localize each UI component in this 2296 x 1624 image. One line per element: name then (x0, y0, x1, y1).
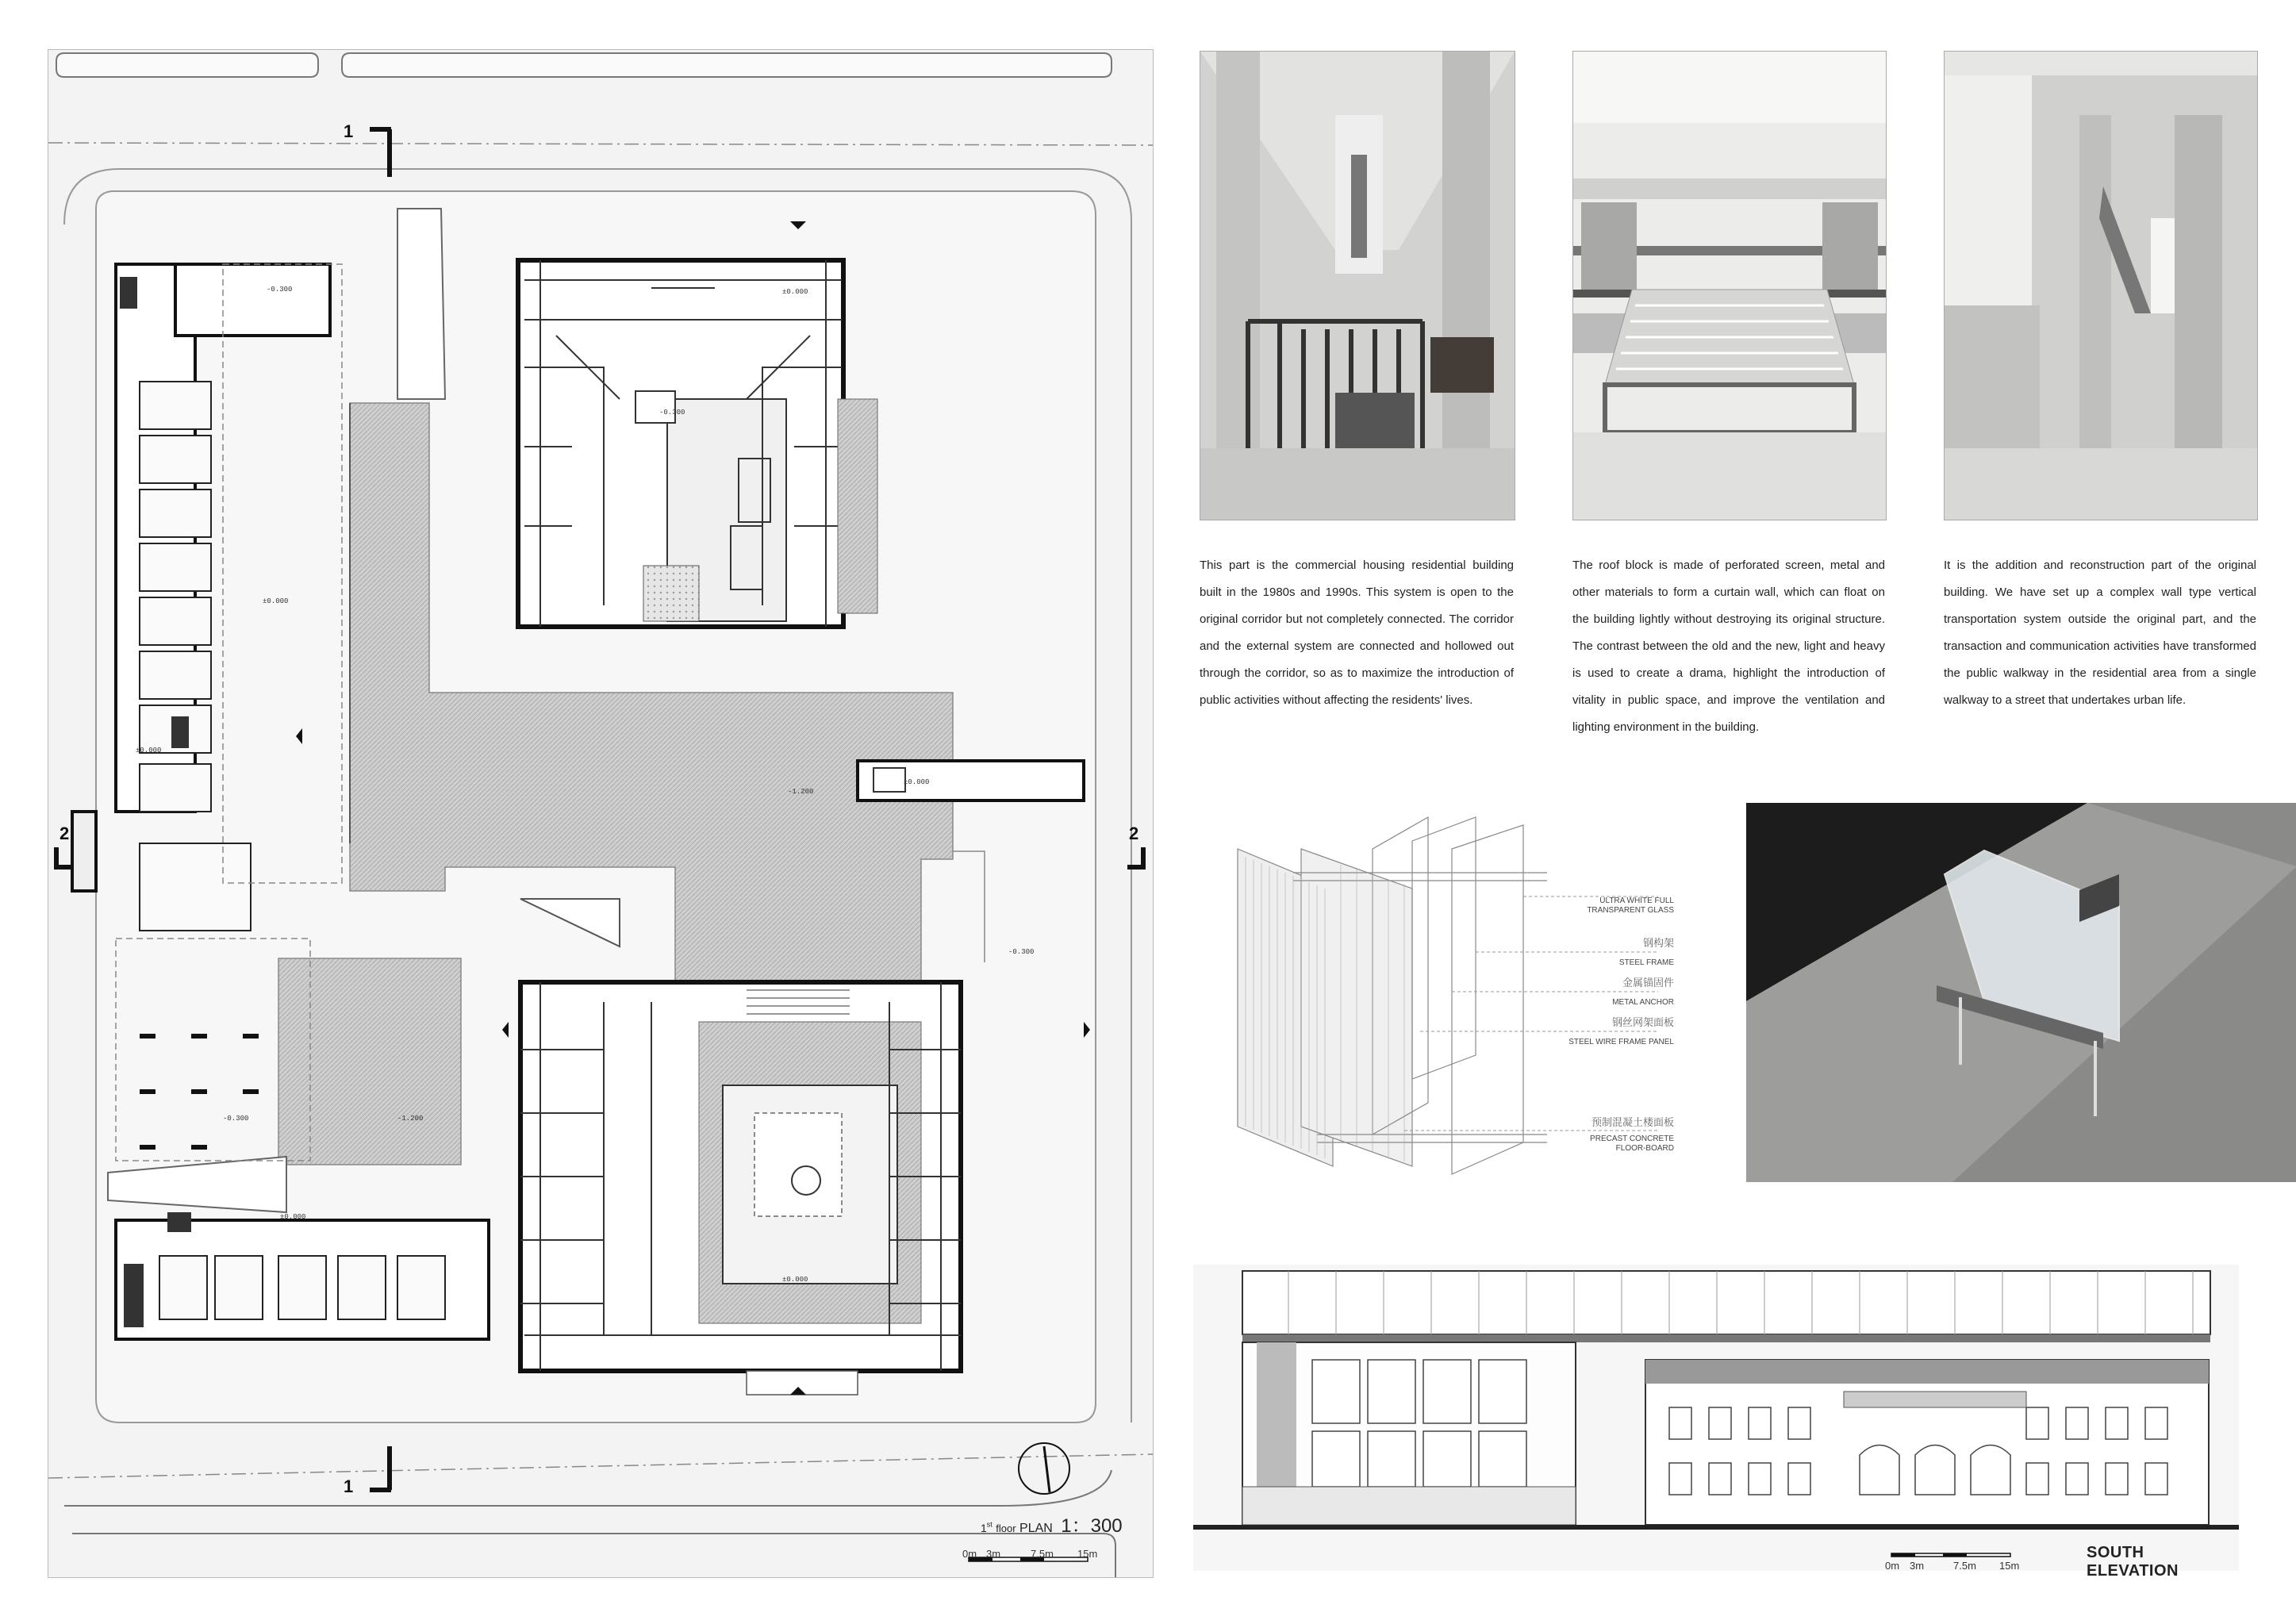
label-glass-line2: TRANSPARENT GLASS (1587, 906, 1674, 915)
elevation-title: SOUTH ELEVATION (2087, 1544, 2179, 1580)
level-label-sw-left: -0.300 (223, 1115, 249, 1123)
label-precast-cn: 预制混凝土楼面板 (1591, 1116, 1674, 1128)
plan-title-scale: 1：300 (1061, 1515, 1123, 1537)
description-addition (1944, 552, 2256, 714)
floor-plan (48, 49, 1154, 1578)
south-elevation (1193, 1265, 2239, 1580)
plan-title (981, 1510, 1123, 1538)
render-corridor-graphic (1200, 52, 1515, 520)
label-precast-en1: PRECAST CONCRETE (1590, 1134, 1674, 1143)
label-glass-line1: ULTRA WHITE FULL (1599, 896, 1674, 905)
description-roof-block-text: The roof block is made of perforated screen, metal and other materials to form a curtain wall, which can float on the building lightly without destroying its original structure. The contrast between the old and the new, light and heavy is used to create a drama, highlight the introduction of vitality in public space, and improve the ventilation and lighting environment in the building. (1572, 559, 1885, 734)
level-label-west-mid: ±0.000 (263, 597, 289, 605)
level-label-south-east: -0.300 (1008, 948, 1035, 956)
level-label-south-entry: ±0.000 (782, 1276, 808, 1284)
render-corridor-interior (1200, 51, 1515, 520)
render-atrium-graphic (1573, 52, 1886, 520)
label-anchor-en: METAL ANCHOR (1612, 998, 1674, 1007)
elev-scale-0: 0m (1885, 1560, 1900, 1572)
exploded-axon-drawing (1214, 801, 1690, 1190)
label-precast-en2: FLOOR-BOARD (1615, 1144, 1674, 1153)
level-label-north-top: ±0.000 (782, 288, 808, 296)
label-steel-cn: 钢构架 (1642, 937, 1674, 949)
label-wire-en: STEEL WIRE FRAME PANEL (1568, 1038, 1674, 1046)
elev-scale-7-5: 7.5m (1953, 1560, 1976, 1572)
south-elevation-drawing (1193, 1265, 2239, 1571)
elev-scale-15: 15m (1999, 1560, 2020, 1572)
description-roof-block (1572, 552, 1885, 741)
render-atrium-stairs (1572, 51, 1887, 520)
section-mark-left: 2 (60, 824, 70, 843)
section-mark-top: 1 (344, 121, 354, 141)
plan-scale-3: 3m (986, 1548, 1001, 1560)
description-addition-text: It is the addition and reconstruction part of the original building. We have set up a complex wall type vertical transportation system outside the original part, and the transaction and communication activities have transformed the public walkway in the residential area from a single walkway to a street that undertakes urban life. (1944, 559, 2256, 707)
render-vertical-transport (1944, 51, 2258, 520)
plan-title-word: PLAN (1019, 1522, 1053, 1535)
label-anchor-cn: 金属锚固件 (1622, 977, 1674, 989)
plan-title-floor: floor (996, 1522, 1016, 1534)
elev-scale-3: 3m (1910, 1560, 1925, 1572)
plan-title-number: 1 (981, 1522, 987, 1534)
label-wire-cn: 钢丝网架面板 (1611, 1016, 1674, 1028)
render-facade-panel (1746, 803, 2296, 1182)
plan-scale-7-5: 7.5m (1031, 1548, 1054, 1560)
plan-scale-15: 15m (1077, 1548, 1098, 1560)
exploded-axonometric (1214, 801, 1690, 1190)
render-facade-panel-graphic (1746, 803, 2296, 1182)
plan-title-superscript: st (986, 1520, 993, 1529)
label-steel-en: STEEL FRAME (1618, 958, 1674, 967)
level-label-bridge: ±0.000 (904, 778, 930, 786)
level-label-center: -1.200 (788, 788, 814, 796)
level-label-west-lower: ±0.000 (136, 747, 162, 754)
plan-scale-0: 0m (962, 1548, 977, 1560)
level-label-sw-office: ±0.000 (280, 1213, 306, 1221)
description-residential-text: This part is the commercial housing residential building built in the 1980s and 1990s. This system is open to the original corridor but not completely connected. The corridor and the external system are connected and hollowed out through the corridor, so as to maximize the introduction of public activities without affecting the residents' lives. (1200, 559, 1514, 707)
level-label-sw-right: -1.200 (397, 1115, 424, 1123)
level-label-office-stair: -0.300 (267, 286, 293, 294)
floor-plan-drawing (48, 50, 1153, 1577)
level-label-north-mid: -0.300 (659, 409, 685, 417)
section-mark-bottom: 1 (344, 1476, 354, 1496)
section-mark-right: 2 (1129, 824, 1139, 843)
render-vertical-transport-graphic (1945, 52, 2257, 520)
description-residential (1200, 552, 1514, 714)
